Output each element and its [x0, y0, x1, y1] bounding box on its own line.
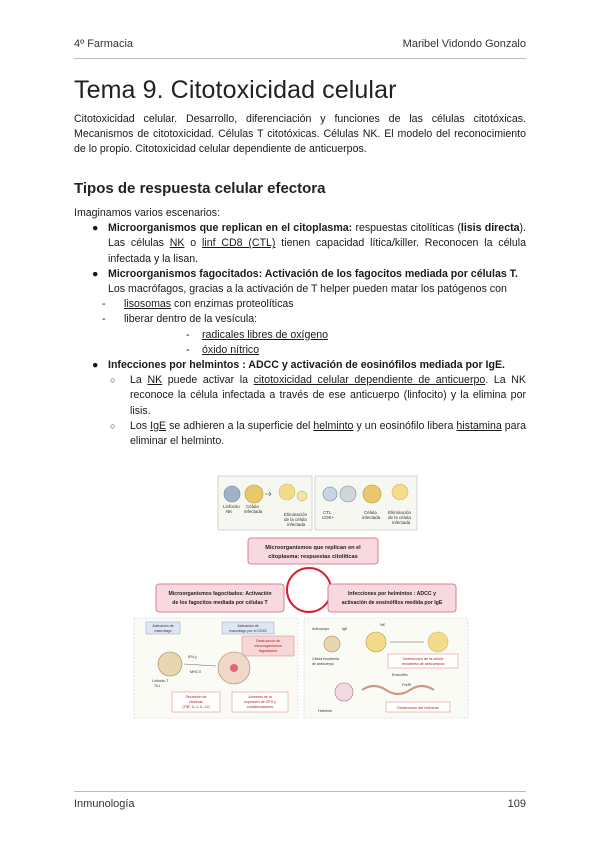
- center-box-line2: citoplasma: respuestas citolíticas: [268, 554, 358, 560]
- label-tnf: (TNF, IL-1, IL-12): [182, 705, 210, 709]
- label-fc-receptor: FcεRI: [402, 683, 412, 687]
- bullet-icon: ●: [92, 222, 99, 235]
- scenario-text: ). Las células: [108, 222, 526, 250]
- label-nk: NK: [226, 509, 233, 514]
- link-radicals[interactable]: radicales libres de oxígeno: [202, 328, 329, 341]
- bullet-icon: ●: [92, 359, 99, 372]
- scenario-list-2: [74, 358, 526, 373]
- left-box: [156, 584, 284, 612]
- sub-text: para eliminar el helminto.: [130, 419, 526, 448]
- label-elimination: Eliminación: [284, 512, 308, 517]
- label-ige: IgE: [342, 627, 348, 631]
- center-box-line1: Microorganismos que replican en el: [265, 545, 361, 551]
- label-coated-cell: Célula recubierta: [312, 657, 340, 661]
- link-helminth[interactable]: helminto: [313, 419, 354, 432]
- dash-icon: -: [186, 328, 190, 341]
- left-box-line1: Microorganismos fagocitados: Activación: [168, 591, 272, 597]
- sub-text: . La NK reconoce la célula infectada a través de ese anticuerpo (linfocito) y la elimina por lisis.: [130, 374, 526, 417]
- label-mhc-ii: MHC II: [190, 670, 202, 674]
- center-box: [248, 538, 378, 564]
- sub-list: [74, 297, 526, 327]
- label-cd8: CD8+: [322, 515, 334, 520]
- scenario-text: respuestas citolíticas (: [352, 222, 461, 235]
- scenario-item-helminths: [74, 358, 526, 373]
- label-costimulators: coestimuladores: [246, 705, 274, 709]
- scenario-text: o: [184, 237, 202, 250]
- intro-paragraph: Citotoxicidad celular. Desarrollo, diferenciación y funciones de las células citotóxicas. Mecanismos de citotoxicidad. Células T citotóxicas. Células NK. El modelo del reconocimiento de lo propio. Citotoxicidad celular dependiente de anticuerpos.: [74, 113, 526, 156]
- sub-text: puede activar la: [162, 374, 254, 387]
- label-infected: infectada: [287, 522, 306, 527]
- left-box-line2: de los fagocitos mediada por células T: [172, 600, 268, 606]
- helminth-item-adcc: [110, 373, 526, 419]
- sub-item-lysosomes: [102, 297, 526, 312]
- right-box-line2: activación de eosinófilos medida por IgE: [341, 600, 443, 606]
- bottom-left-panel: [134, 618, 298, 718]
- bottom-right-panel: [304, 618, 468, 718]
- helminth-item-ige: [110, 419, 526, 449]
- sub-text: Los: [130, 419, 151, 432]
- scenario-strong: lisis directa: [460, 222, 520, 235]
- right-box: [328, 584, 456, 612]
- link-nk[interactable]: NK: [169, 237, 185, 250]
- header-author: Maribel Vidondo Gonzalo: [402, 38, 526, 50]
- link-cd8[interactable]: linf CD8 (CTL): [202, 237, 276, 250]
- label-macrophage: macrófago: [154, 629, 172, 633]
- label-ifn-gamma: IFN-γ: [188, 655, 197, 659]
- dash-icon: -: [186, 343, 190, 356]
- scenario-title: Infecciones por helmintos : ADCC y activación de eosinófilos mediada por IgE.: [108, 359, 505, 372]
- label-macrophage-cd40: macrófago por el CD40: [229, 629, 267, 633]
- label-ctl: CTL: [323, 510, 332, 515]
- label-of-cell: de la célula: [284, 517, 307, 522]
- sub-text: con enzimas proteolíticas: [171, 298, 294, 311]
- immune-response-diagram: [132, 474, 470, 720]
- link-nitric-oxide[interactable]: óxido nítrico: [202, 343, 260, 356]
- header-course: 4º Farmacia: [74, 38, 134, 50]
- label-cytokines: citocinas: [189, 700, 203, 704]
- helminth-sub-list: [74, 373, 526, 449]
- link-ige[interactable]: IgE: [150, 419, 167, 432]
- label-cell: Célula: [364, 510, 377, 515]
- label-antibody: Anticuerpo: [312, 627, 330, 631]
- subsub-item-no: [186, 343, 526, 358]
- label-destruction: Destrucción de la célula: [402, 657, 444, 661]
- footer-page-number: 109: [507, 798, 526, 810]
- label-secretion: Secreción de: [185, 695, 207, 699]
- label-microorganisms: microorganismos: [254, 644, 282, 648]
- scenario-title: Microorganismos fagocitados: Activación de los fagocitos mediada por células T.: [108, 267, 518, 280]
- label-t-lymphocyte: Linfocito T: [152, 679, 169, 683]
- label-helminth-destruction: Destrucción del helminto: [397, 706, 439, 710]
- sub-text: La: [130, 374, 148, 387]
- label-th1: Th1: [154, 684, 161, 688]
- footer-subject: Inmunología: [74, 798, 135, 810]
- subsub-item-radicals: [186, 328, 526, 343]
- label-phagocyted: fagocitados: [258, 649, 278, 653]
- label-activation: Activación de: [237, 624, 259, 628]
- right-box-line1: Infecciones por helmintos : ADCC y: [347, 591, 437, 597]
- label-lymphocyte: Linfocito: [223, 504, 240, 509]
- dash-icon: -: [102, 313, 106, 326]
- label-coated: recubierta de anticuerpos: [401, 662, 445, 666]
- connector-circle: [287, 568, 331, 612]
- scenario-item-cytoplasm: [74, 221, 526, 267]
- circle-bullet-icon: ○: [110, 375, 116, 386]
- section-lead: Imaginamos varios escenarios:: [74, 207, 221, 219]
- link-nk[interactable]: NK: [147, 374, 163, 387]
- label-helminth: Helminto: [318, 709, 333, 713]
- section-heading: Tipos de respuesta celular efectora: [74, 180, 326, 197]
- scenario-item-phagocyted: [74, 267, 526, 297]
- sub-text: se adhieren a la superficie del: [166, 419, 314, 432]
- label-infected: infectada: [392, 520, 411, 525]
- subsub-list: [130, 328, 526, 358]
- scenario-text: tienen capacidad lítica/killer. Reconocen la célula infectada y la lisan.: [108, 237, 526, 265]
- label-expression: expresión de CPH y: [244, 700, 276, 704]
- header-rule: [74, 58, 526, 59]
- scenario-list: [74, 221, 526, 297]
- sub-text: y un eosinófilo libera: [353, 419, 457, 432]
- footer-rule: [74, 791, 526, 792]
- section-body: [74, 206, 526, 449]
- label-elimination: Eliminación: [388, 510, 412, 515]
- label-infected: infectada: [244, 509, 263, 514]
- sub-item-release: [102, 312, 526, 327]
- scenario-title: Microorganismos que replican en el citoplasma:: [108, 222, 353, 235]
- label-eosinophil: Eosinófilo: [392, 673, 408, 677]
- label-destruction: Destrucción de: [256, 639, 280, 643]
- sub-text: liberar dentro de la vesícula:: [124, 313, 258, 326]
- scenario-text: Los macrófagos, gracias a la activación de T helper pueden matar los patógenos con: [108, 283, 507, 296]
- label-of-cell: de la célula: [388, 515, 411, 520]
- label-activation: Activación de: [152, 624, 174, 628]
- dash-icon: -: [102, 298, 106, 311]
- bullet-icon: ●: [92, 267, 99, 280]
- label-of-antibody: de anticuerpo: [312, 662, 334, 666]
- link-histamine[interactable]: histamina: [456, 419, 502, 432]
- top-panel-nk: [218, 476, 312, 530]
- link-lysosomes[interactable]: lisosomas: [124, 298, 172, 311]
- label-nk: NK: [380, 623, 385, 627]
- label-infected: infectada: [362, 515, 381, 520]
- top-panel-ctl: [315, 476, 417, 530]
- label-cell: Célula: [246, 504, 259, 509]
- circle-bullet-icon: ○: [110, 420, 116, 431]
- label-increase: Aumento de la: [248, 695, 272, 699]
- page-title: Tema 9. Citotoxicidad celular: [74, 76, 397, 104]
- link-adcc[interactable]: citotoxicidad celular dependiente de anticuerpo: [253, 374, 486, 387]
